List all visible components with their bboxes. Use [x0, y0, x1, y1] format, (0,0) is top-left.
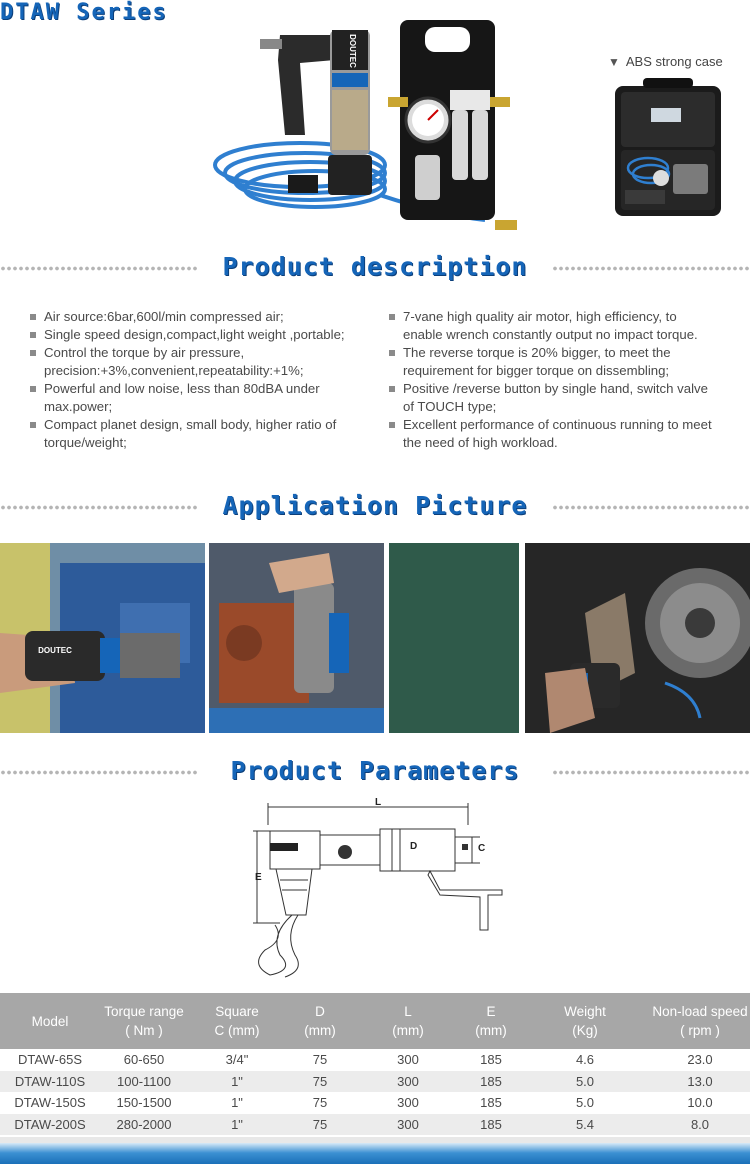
application-photo-1 — [0, 543, 205, 733]
cell-square: 1" — [231, 1095, 243, 1111]
header-weight: Weight (Kg) — [564, 1004, 606, 1038]
cell-torque: 100-1100 — [117, 1073, 171, 1089]
cell-e: 185 — [480, 1073, 502, 1089]
cell-d: 75 — [312, 1073, 328, 1089]
cell-square: 1" — [231, 1116, 243, 1132]
table-row — [0, 1092, 750, 1114]
cell-speed: 23.0 — [687, 1052, 713, 1068]
section-divider-left — [0, 266, 198, 271]
cell-torque: 60-650 — [123, 1052, 165, 1068]
cell-weight: 5.4 — [575, 1116, 595, 1132]
dim-E: E — [255, 872, 262, 883]
cell-weight: 5.0 — [575, 1095, 595, 1111]
list-item: The reverse torque is 20% bigger, to meet the requirement for bigger torque on dissembling; — [389, 344, 719, 380]
footer-bar — [0, 1137, 750, 1164]
cell-torque: 280-2000 — [116, 1116, 172, 1132]
section-divider-right — [552, 770, 750, 775]
cell-model: DTAW-110S — [14, 1073, 86, 1089]
cell-e: 185 — [480, 1052, 502, 1068]
cell-d: 75 — [312, 1095, 328, 1111]
cell-e: 185 — [480, 1116, 502, 1132]
cell-weight: 4.6 — [575, 1052, 595, 1068]
section-heading: Application Picture — [222, 491, 528, 520]
list-item: Positive /reverse button by single hand, switch valve of TOUCH type; — [389, 380, 719, 416]
header-e: E (mm) — [475, 1004, 507, 1038]
list-item: Control the torque by air pressure, precision:+3%,convenient,repeatability:+1%; — [30, 344, 375, 380]
section-divider-left — [0, 770, 198, 775]
cell-speed: 13.0 — [687, 1073, 713, 1089]
header-l: L (mm) — [392, 1004, 424, 1038]
dimension-diagram — [240, 795, 510, 985]
cell-speed: 10.0 — [687, 1095, 713, 1111]
down-triangle-icon: ▼ — [608, 55, 620, 69]
header-speed: Non-load speed ( rpm ) — [652, 1004, 748, 1038]
abs-case-photo — [613, 78, 723, 221]
parameters-table — [0, 993, 750, 1135]
list-item: Powerful and low noise, less than 80dBA under max.power; — [30, 380, 375, 416]
section-product-parameters — [0, 754, 750, 788]
series-title: DTAW Series — [0, 0, 168, 25]
cell-l: 300 — [397, 1052, 419, 1068]
section-divider-right — [552, 505, 750, 510]
photo-brand-text: DOUTEC — [38, 646, 72, 655]
cell-model: DTAW-65S — [17, 1052, 83, 1068]
section-application-picture — [0, 489, 750, 523]
air-inlet — [260, 39, 282, 49]
section-divider-left — [0, 505, 198, 510]
cell-d: 75 — [312, 1052, 328, 1068]
header-model: Model — [31, 1013, 69, 1029]
dim-D: D — [410, 841, 418, 852]
cell-l: 300 — [397, 1073, 419, 1089]
cell-square: 1" — [231, 1073, 243, 1089]
application-photo-3 — [389, 543, 519, 733]
cell-weight: 5.0 — [575, 1073, 595, 1089]
cell-d: 75 — [312, 1116, 328, 1132]
table-row — [0, 1071, 750, 1093]
section-divider-right — [552, 266, 750, 271]
table-header-row — [0, 993, 750, 1049]
case-label: ▼ ABS strong case — [608, 54, 723, 69]
wrench-handle — [278, 35, 335, 135]
header-d: D (mm) — [304, 1004, 336, 1038]
hero-brand-text: DOUTEC — [348, 34, 357, 68]
cell-torque: 150-1500 — [116, 1095, 172, 1111]
table-row — [0, 1114, 750, 1136]
description-list-right — [389, 308, 719, 452]
table-row — [0, 1049, 750, 1071]
header-square: Square C (mm) — [214, 1004, 260, 1038]
application-photo-4 — [525, 543, 750, 733]
application-photo-2 — [209, 543, 384, 733]
list-item: 7-vane high quality air motor, high efficiency, to enable wrench constantly output no impact torque. — [389, 308, 719, 344]
cell-square: 3/4" — [225, 1052, 249, 1068]
header-torque-range: Torque range ( Nm ) — [104, 1004, 184, 1038]
hero-product-image — [210, 15, 520, 240]
description-list-left — [30, 308, 375, 452]
list-item: Air source:6bar,600l/min compressed air; — [30, 308, 375, 326]
list-item: Excellent performance of continuous running to meet the need of high workload. — [389, 416, 719, 452]
list-item: Compact planet design, small body, higher ratio of torque/weight; — [30, 416, 375, 452]
dim-C: C — [478, 843, 486, 854]
cell-model: DTAW-150S — [14, 1095, 86, 1111]
section-product-description — [0, 250, 750, 284]
dim-L: L — [375, 797, 382, 808]
cell-speed: 8.0 — [690, 1116, 710, 1132]
list-item: Single speed design,compact,light weight ,portable; — [30, 326, 375, 344]
cell-e: 185 — [480, 1095, 502, 1111]
cell-l: 300 — [397, 1116, 419, 1132]
cell-model: DTAW-200S — [14, 1116, 86, 1132]
cell-l: 300 — [397, 1095, 419, 1111]
section-heading: Product description — [222, 252, 528, 281]
section-heading: Product Parameters — [230, 756, 520, 785]
